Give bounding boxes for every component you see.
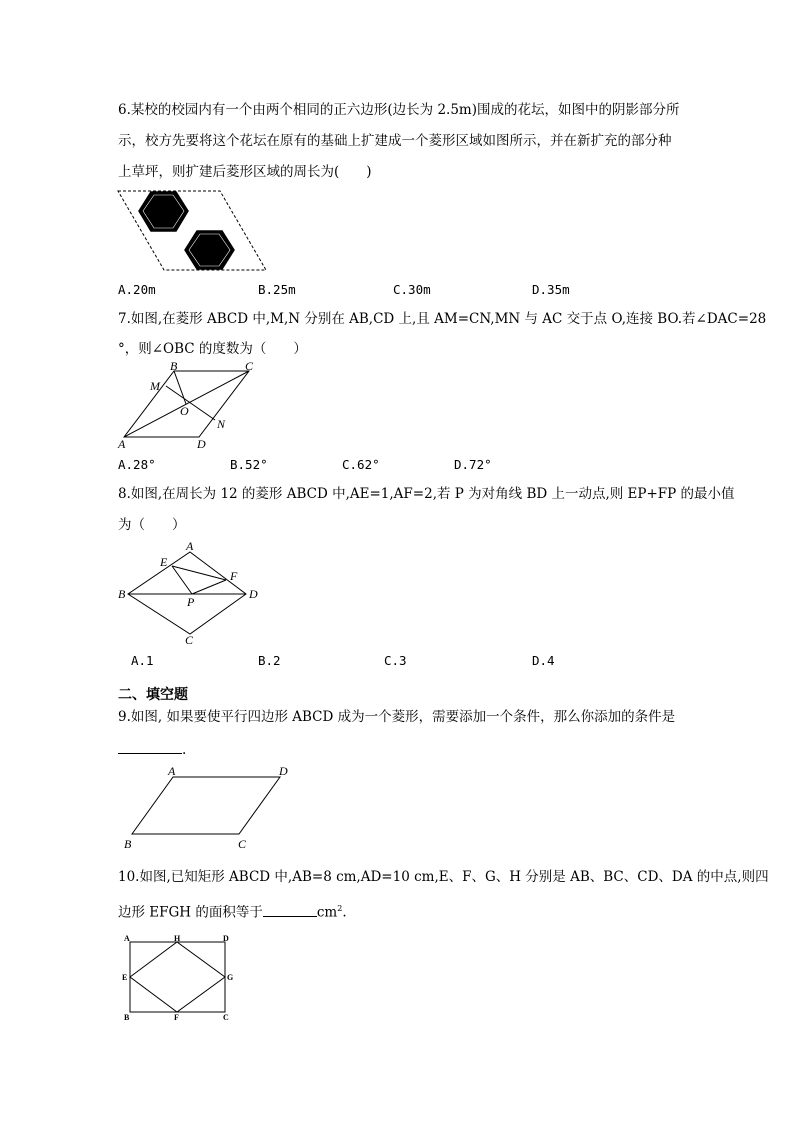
q8-rhombus bbox=[128, 552, 246, 634]
q6-text-line3: 上草坪，则扩建后菱形区域的周长为( ) bbox=[118, 164, 372, 180]
q8-label-a: A bbox=[186, 539, 194, 553]
q7-label-b: B bbox=[170, 359, 178, 373]
q10-label-g: G bbox=[227, 973, 234, 982]
q8-option-b[interactable]: B.2 bbox=[258, 653, 281, 668]
q10-line2-end: . bbox=[342, 904, 347, 921]
q10-label-e: E bbox=[122, 973, 128, 982]
q10-rectangle bbox=[130, 942, 225, 1012]
q7-label-c: C bbox=[245, 359, 254, 373]
q10-label-d: D bbox=[223, 934, 229, 943]
q9-text-line1: 9.如图, 如果要使平行四边形 ABCD 成为一个菱形，需要添加一个条件，那么你添加的条件是 bbox=[118, 709, 676, 725]
q6-text-line2: 示，校方先要将这个花坛在原有的基础上扩建成一个菱形区域如图所示，并在新扩充的部分种 bbox=[118, 133, 672, 149]
q7-segment-bo bbox=[174, 371, 186, 404]
q9-label-a: A bbox=[168, 764, 176, 778]
q8-option-c[interactable]: C.3 bbox=[384, 653, 407, 668]
q10-label-a: A bbox=[124, 934, 130, 943]
q6-text-line1: 6.某校的校园内有一个由两个相同的正六边形(边长为 2.5m)围成的花坛，如图中的阴影部分所 bbox=[118, 102, 680, 118]
q10-label-h: H bbox=[174, 934, 181, 943]
q6-hexagon-2 bbox=[185, 231, 234, 269]
q6-figure bbox=[118, 190, 268, 272]
q8-segment-fp bbox=[192, 580, 226, 594]
q9-answer-blank[interactable] bbox=[118, 737, 182, 754]
q7-option-b[interactable]: B.52° bbox=[230, 457, 268, 472]
q8-label-f: F bbox=[230, 569, 238, 583]
q8-figure bbox=[116, 540, 266, 648]
q9-label-c: C bbox=[238, 837, 247, 851]
q10-text-line2 bbox=[118, 899, 347, 923]
q8-label-d: D bbox=[249, 587, 258, 601]
q7-label-n: N bbox=[217, 417, 226, 431]
q7-label-m: M bbox=[150, 379, 160, 393]
q8-label-b: B bbox=[118, 587, 126, 601]
q10-line2-start: 边形 EFGH 的面积等于 bbox=[118, 904, 263, 921]
q6-hexagon-1 bbox=[139, 192, 188, 231]
q10-unit-sup: 2 bbox=[337, 904, 343, 913]
q6-option-a[interactable]: A.20m bbox=[118, 282, 156, 297]
q7-figure bbox=[116, 359, 266, 452]
q6-option-c[interactable]: C.30m bbox=[393, 282, 431, 297]
q8-label-e: E bbox=[160, 555, 168, 569]
q9-figure bbox=[118, 762, 298, 854]
q10-label-f: F bbox=[174, 1013, 179, 1022]
q8-label-c: C bbox=[185, 633, 194, 647]
q7-text-line1: 7.如图,在菱形 ABCD 中,M,N 分别在 AB,CD 上,且 AM=CN,MN 与 AC 交于点 O,连接 BO.若∠DAC=28 bbox=[118, 311, 767, 327]
q9-parallelogram bbox=[132, 777, 280, 834]
q8-text-line2: 为（ ） bbox=[118, 517, 186, 533]
q10-answer-blank[interactable] bbox=[263, 900, 317, 917]
q7-label-a: A bbox=[118, 437, 126, 451]
q7-option-c[interactable]: C.62° bbox=[342, 457, 380, 472]
q7-label-d: D bbox=[197, 437, 206, 451]
q9-label-b: B bbox=[124, 837, 132, 851]
q10-rhombus-efgh bbox=[130, 942, 225, 1012]
q10-label-c: C bbox=[223, 1013, 229, 1022]
section-2-title: 二、填空题 bbox=[118, 687, 188, 703]
q6-option-d[interactable]: D.35m bbox=[532, 282, 570, 297]
q10-label-b: B bbox=[124, 1013, 130, 1022]
q8-text-line1: 8.如图,在周长为 12 的菱形 ABCD 中,AE=1,AF=2,若 P 为对角线 BD 上一动点,则 EP+FP 的最小值 bbox=[118, 486, 735, 502]
q10-unit: cm bbox=[316, 904, 338, 921]
q10-figure bbox=[120, 932, 240, 1022]
q8-option-a[interactable]: A.1 bbox=[131, 653, 154, 668]
q9-text-line2 bbox=[118, 737, 186, 760]
q7-segment-mn bbox=[166, 386, 215, 420]
q6-option-b[interactable]: B.25m bbox=[258, 282, 296, 297]
q7-option-d[interactable]: D.72° bbox=[454, 457, 492, 472]
q9-label-d: D bbox=[279, 764, 288, 778]
q7-label-o: O bbox=[180, 404, 189, 418]
q10-text-line1: 10.如图,已知矩形 ABCD 中,AB=8 cm,AD=10 cm,E、F、G、H 分别是 AB、BC、CD、DA 的中点,则四 bbox=[118, 869, 769, 885]
q7-text-line2: °，则∠OBC 的度数为（ ） bbox=[118, 341, 307, 357]
q8-option-d[interactable]: D.4 bbox=[532, 653, 555, 668]
q9-line2-end: . bbox=[182, 742, 187, 758]
q8-label-p: P bbox=[187, 595, 195, 609]
q7-option-a[interactable]: A.28° bbox=[118, 457, 156, 472]
